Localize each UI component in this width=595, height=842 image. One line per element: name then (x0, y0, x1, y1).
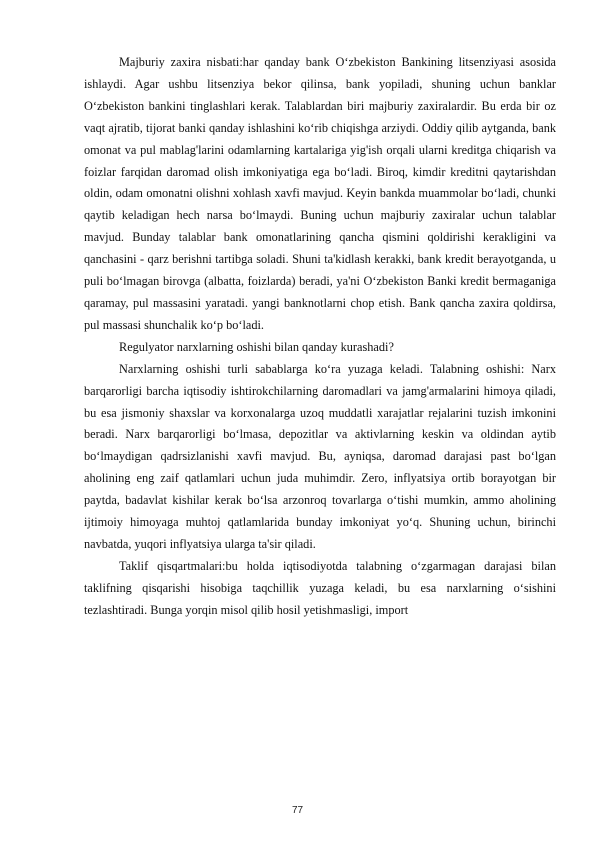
paragraph-majburiy-zaxira: Majburiy zaxira nisbati:har qanday bank O‘zbekiston Bankining litsenziyasi asosida ishlaydi. Agar ushbu litsenziya bekor qilinsa, bank yopiladi, shuning uchun banklar O‘zbekiston bankini tinglashlari kerak. Talablardan biri majburiy zaxiralardir. Bu erda bir oz vaqt ajratib, tijorat banki qanday ishlashini ko‘rib chiqishga arziydi. Oddiy qilib aytganda, bank omonat va pul mablag'larini odamlarning kartalariga yig'ish orqali ularni kreditga chiqarish va foizlar farqidan daromad olish imkoniyatiga ega bo‘ladi. Biroq, kimdir kreditni qaytarishdan oldin, odam omonatni olishni xohlash xavfi mavjud. Keyin bankda muammolar bo‘ladi, chunki qaytib keladigan hech narsa bo‘lmaydi. Buning uchun majburiy zaxiralar uchun talablar mavjud. Bunday talablar bank omonatlarining qancha qismini qoldirishi kerakligini va qanchasini - qarz berishni tartibga soladi. Shuni ta'kidlash kerakki, bank kredit berayotganda, u puli bo‘lmagan birovga (albatta, foizlarda) beradi, ya'ni O‘zbekiston Banki kredit bermaganiga qaramay, pul massasini yaratadi. yangi banknotlarni chop etish. Bank qancha zaxira qoldirsa, pul massasi shunchalik ko‘p bo‘ladi. (84, 55, 556, 332)
page-number: 77 (291, 805, 304, 816)
paragraph-taklif-qisqartmalari: Taklif qisqartmalari:bu holda iqtisodiyotda talabning o‘zgarmagan darajasi bilan taklifning qisqarishi hisobiga taqchillik yuzaga keladi, bu esa narxlarning o‘sishini tezlashtiradi. Bunga yorqin misol qilib hosil yetishmasligi, import (84, 558, 556, 617)
paragraph-narxlar-oshishi: Narxlarning oshishi turli sabablarga ko‘ra yuzaga keladi. Talabning oshishi: Narx barqarorligi barcha iqtisodiy ishtirokchilarning daromadlari va jamg'armalarini himoya qiladi, bu esa jismoniy shaxslar va korxonalarga uzoq muddatli xarajatlar rejalarini tuzish imkonini beradi. Narx barqarorligi bo‘lmasa, depozitlar va aktivlarning keskin va oldindan aytib bo‘lmaydigan qadrsizlanishi xavfi mavjud. Bu, ayniqsa, daromad darajasi past bo‘lgan aholining eng zaif qatlamlari uchun juda muhimdir. Zero, inflyatsiya ortib borayotgan bir paytda, badavlat kishilar kerak bo‘lsa arzonroq tovarlarga o‘tishi mumkin, ammo aholining ijtimoiy himoyaga muhtoj qatlamlarida bunday imkoniyat yo‘q. Shuning uchun, birinchi navbatda, yuqori inflyatsiya ularga ta'sir qiladi. (84, 361, 556, 551)
document-body (84, 52, 556, 622)
paragraph-regulyator-question: Regulyator narxlarning oshishi bilan qanday kurashadi? (119, 339, 394, 354)
